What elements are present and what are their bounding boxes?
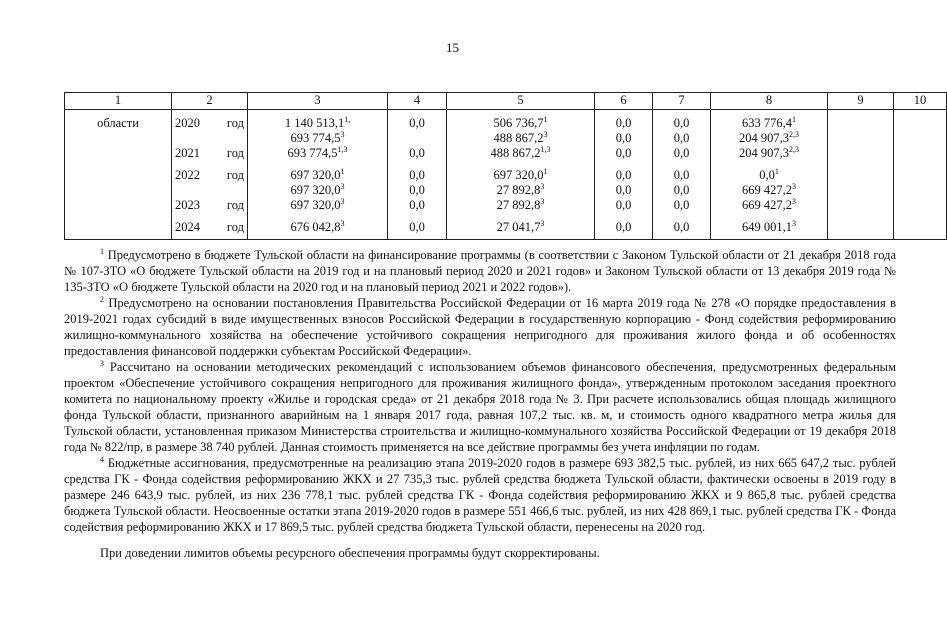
col3-cell [248, 110, 388, 240]
amount: 0,0 [615, 131, 632, 145]
year-value: 2023 [175, 198, 200, 212]
year-word: год [226, 168, 244, 182]
col9-cell [828, 110, 894, 240]
footnote: $^2$ Предусмотрено на основании постановления Правительства Российской Федерации от 16 марта 2019 года № 278 «О порядке предоставления в 2019-2021 годах субсидий в виде имущественных взносов Российской Федерации в государственную корпорацию - Фонд содействия реформированию жилищно-коммунального хозяйства на обеспечение устойчивого сокращения непригодного для проживания жилого фонда и об особенностях предоставления финансовой поддержки субъектам Российской Федерации». [64, 295, 896, 358]
amount: 0,0 [615, 116, 632, 130]
col8-cell [711, 110, 828, 240]
header-cell: 10 [894, 93, 947, 110]
footnotes [64, 247, 896, 561]
header-cell: 4 [388, 93, 447, 110]
row-label-cell [65, 110, 172, 240]
year-word: год [226, 116, 244, 130]
amount: 0,0 [409, 168, 425, 182]
amount: 0,0 [409, 116, 425, 130]
amount: 0,0 [615, 146, 632, 160]
amount: 0,0 [673, 131, 690, 145]
year-word: год [226, 198, 244, 212]
header-cell: 2 [172, 93, 248, 110]
table-row [65, 110, 947, 240]
amount: 0,0 [615, 220, 632, 234]
amount: 633 776,4$^1$ [742, 115, 796, 130]
year-value: 2020 [175, 116, 200, 130]
year-line [175, 146, 244, 161]
amount: 669 427,2$^3$ [742, 182, 796, 197]
header-cell: 7 [653, 93, 711, 110]
amount: 0,0 [615, 168, 632, 182]
amount: 697 320,0$^1$ [290, 167, 345, 182]
header-cell: 8 [711, 93, 828, 110]
year-word: год [226, 220, 244, 234]
year-value: 2022 [175, 168, 200, 182]
amount: 0,0 [673, 146, 690, 160]
year-line [175, 198, 244, 213]
year-cell [172, 110, 248, 240]
footnote: $^1$ Предусмотрено в бюджете Тульской области на финансирование программы (в соответствии с Законом Тульской области от 21 декабря 2018 года № 107-ЗТО «О бюджете Тульской области на 2019 год и на плановый период 2020 и 2021 годов» и Законом Тульской области от 13 декабря 2019 года № 135-ЗТО «О бюджете Тульской области на 2020 год и на плановый период 2021 и 2022 годов»). [64, 247, 896, 294]
col7-cell [653, 110, 711, 240]
amount: 0,0 [673, 183, 690, 197]
amount: 697 320,0$^1$ [493, 167, 548, 182]
amount: 697 320,0$^3$ [290, 197, 345, 212]
amount: 693 774,5$^3$ [290, 130, 345, 145]
amount: 0,0 [615, 183, 632, 197]
year-line [175, 220, 244, 235]
col4-cell [388, 110, 447, 240]
header-cell: 9 [828, 93, 894, 110]
amount: 506 736,7$^1$ [493, 115, 548, 130]
amount: 676 042,8$^3$ [290, 219, 345, 234]
amount: 0,0 [673, 168, 690, 182]
header-cell: 6 [595, 93, 653, 110]
amount: 0,0 [673, 198, 690, 212]
amount: 0,0 [673, 220, 690, 234]
amount: 649 001,1$^3$ [742, 219, 796, 234]
amount: 0,0 [409, 220, 425, 234]
row-label: области [97, 116, 139, 130]
table-header-row [65, 93, 947, 110]
year-line [175, 168, 244, 183]
col5-cell [447, 110, 595, 240]
amount: 204 907,3$^{2,3}$ [739, 145, 799, 160]
col6-cell [595, 110, 653, 240]
amount: $0,0^1$ [759, 167, 779, 182]
amount: 0,0 [409, 198, 425, 212]
amount: 1 140 $513,1^{1,}$ [284, 115, 351, 130]
page-number: 15 [446, 40, 459, 55]
amount: 488 867,2$^3$ [493, 130, 548, 145]
amount: 204 907,3$^{2,3}$ [739, 130, 799, 145]
amount: 27 041,7$^3$ [496, 219, 545, 234]
budget-table [64, 92, 947, 240]
year-value: 2021 [175, 146, 200, 160]
amount: 0,0 [409, 146, 425, 160]
closing-note: При доведении лимитов объемы ресурсного обеспечения программы будут скорректированы. [100, 546, 600, 560]
amount: 27 892,8$^3$ [496, 182, 545, 197]
header-cell: 5 [447, 93, 595, 110]
amount: 0,0 [673, 116, 690, 130]
amount: 697 320,0$^3$ [290, 182, 345, 197]
amount: 669 427,2$^3$ [742, 197, 796, 212]
year-line [175, 116, 244, 131]
amount: 27 892,8$^3$ [496, 197, 545, 212]
amount: 693 774,5$^{1,3}$ [287, 145, 348, 160]
amount: 0,0 [409, 183, 425, 197]
header-cell: 1 [65, 93, 172, 110]
header-cell: 3 [248, 93, 388, 110]
footnote: $^4$ Бюджетные ассигнования, предусмотренные на реализацию этапа 2019-2020 годов в размере 693 382,5 тыс. рублей, из них 665 647,2 тыс. рублей средства ГК - Фонда содействия реформированию ЖКХ и 27 735,3 тыс. рублей средства бюджета Тульской области, фактически освоены в 2019 году в размере 246 643,9 тыс. рублей, из них 236 778,1 тыс. рублей средства ГК - Фонда содействия реформированию ЖКХ и 9 865,8 тыс. рублей средства бюджета Тульской области. Неосвоенные остатки этапа 2019-2020 годов в размере 551 466,6 тыс. рублей, из них 428 869,1 тыс. рублей средства ГК - Фонда содействия реформированию ЖКХ и 17 869,5 тыс. рублей средства бюджета Тульской области, перенесены на 2020 год. [64, 455, 896, 534]
year-word: год [226, 146, 244, 160]
footnote: $^3$ Рассчитано на основании методических рекомендаций с использованием объемов финансового обеспечения, предусмотренных федеральным проектом «Обеспечение устойчивого сокращения непригодного для проживания жилищного фонда», утвержденным протоколом заседания проектного комитета по национальному проекту «Жилье и городская среда» от 21 декабря 2018 года № 3. При расчете использовались общая площадь жилищного фонда Тульской области, признанного аварийным на 1 января 2017 года, равная 107,2 тыс. кв. м, и стоимость одного квадратного метра жилья для Тульской области, установленная приказом Министерства строительства и жилищно-коммунального хозяйства Российской Федерации от 19 декабря 2018 года № 822/пр, в размере 38 740 рублей. Данная стоимость применяется на все действие программы без учета инфляции по годам. [64, 359, 896, 454]
col10-cell [894, 110, 947, 240]
amount: 488 867,2$^{1,3}$ [490, 145, 551, 160]
amount: 0,0 [615, 198, 632, 212]
year-value: 2024 [175, 220, 200, 234]
